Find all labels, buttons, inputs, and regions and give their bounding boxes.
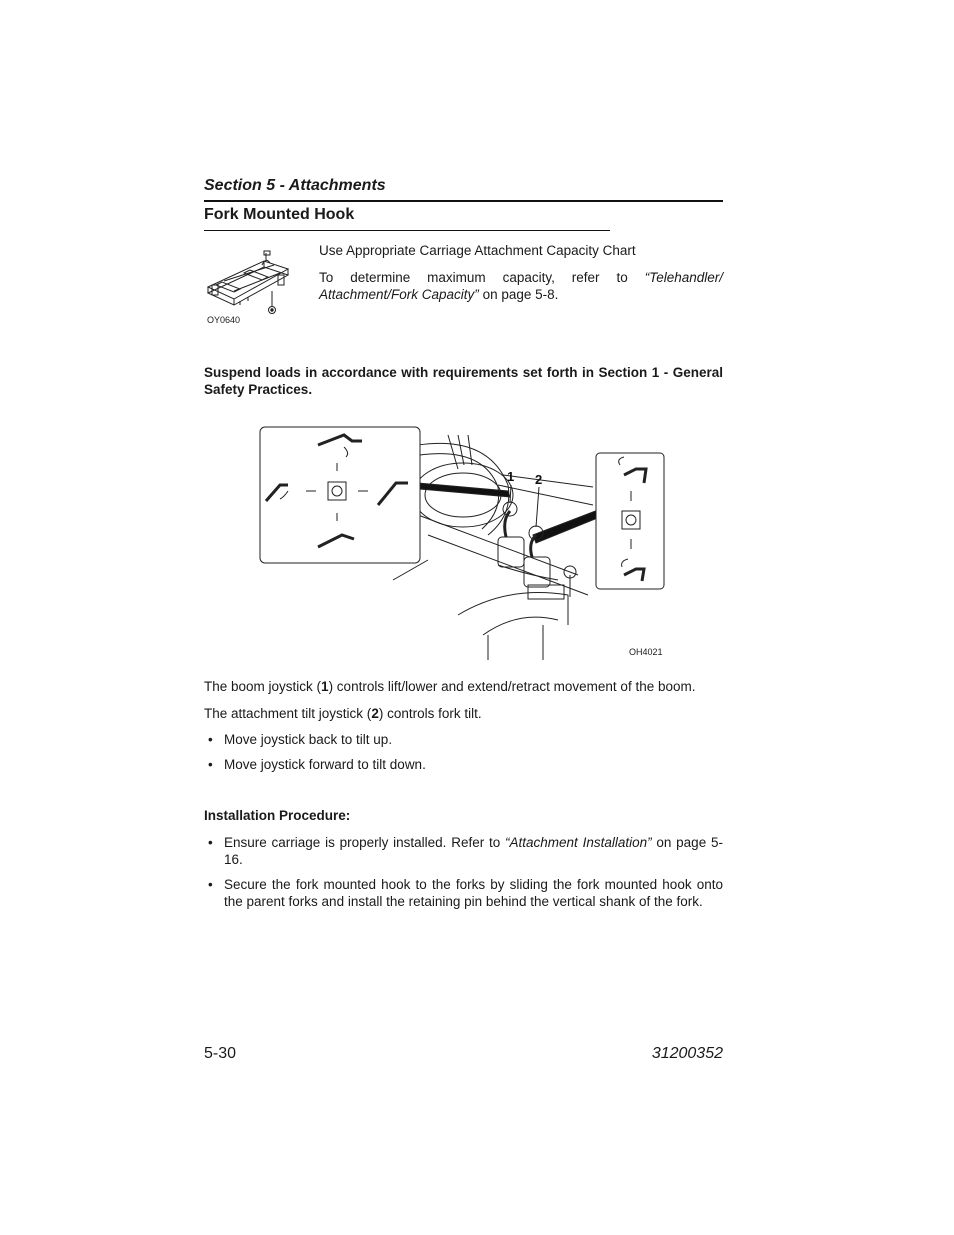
callout-1: 1: [507, 469, 515, 484]
safety-warning: Suspend loads in accordance with requirements set forth in Section 1 - General Safety Practices.: [204, 365, 723, 397]
callout-2: 2: [535, 472, 543, 487]
install-step1-prefix: Ensure carriage is properly installed. Refer to: [224, 835, 506, 850]
boom-callout-number: 1: [321, 679, 329, 694]
tilt-joystick-paragraph: [204, 705, 723, 722]
boom-text-suffix: ) controls lift/lower and extend/retract movement of the boom.: [328, 679, 696, 694]
boom-joystick-paragraph: [204, 678, 723, 695]
tilt-callout-number: 2: [371, 706, 379, 721]
list-item-text: Move joystick forward to tilt down.: [224, 757, 426, 772]
document-number: 31200352: [651, 1045, 723, 1062]
list-item-text: [224, 834, 723, 868]
subsection-title: Fork Mounted Hook: [204, 206, 355, 223]
list-item-text: Move joystick back to tilt up.: [224, 732, 393, 747]
capacity-text-prefix: To determine maximum capacity, refer to: [319, 270, 645, 285]
capacity-reference-link[interactable]: “Telehandler/ Attachment/Fork Capacity”: [319, 270, 723, 302]
installation-heading: Installation Procedure:: [204, 808, 351, 823]
bullet-glyph: •: [208, 877, 213, 892]
bullet-glyph: •: [208, 732, 213, 747]
attachment-installation-link[interactable]: “Attachment Installation”: [505, 835, 652, 850]
tilt-text-suffix: ) controls fork tilt.: [378, 706, 482, 721]
figure-label-oh4021: OH4021: [629, 647, 663, 657]
section-title: Section 5 - Attachments: [204, 177, 386, 194]
tilt-text-prefix: The attachment tilt joystick (: [204, 706, 372, 721]
boom-text-prefix: The boom joystick (: [204, 679, 322, 694]
section-rule: [204, 200, 723, 202]
capacity-chart-title: Use Appropriate Carriage Attachment Capacity Chart: [319, 243, 636, 258]
cab-joystick-controls-illustration: [258, 425, 668, 665]
subsection-rule: [204, 230, 610, 231]
bullet-glyph: •: [208, 835, 213, 850]
page-number: 5-30: [204, 1045, 237, 1062]
install-step1-suffix: on page 5-16.: [224, 835, 723, 867]
figure-label-oy0640: OY0640: [207, 315, 241, 325]
bullet-glyph: •: [208, 757, 213, 772]
capacity-reference-text: [319, 269, 723, 303]
list-item-text: Secure the fork mounted hook to the forks by sliding the fork mounted hook onto the parent forks and install the retaining pin behind the vertical shank of the fork.: [224, 877, 723, 909]
capacity-text-suffix: on page 5-8.: [478, 287, 559, 302]
